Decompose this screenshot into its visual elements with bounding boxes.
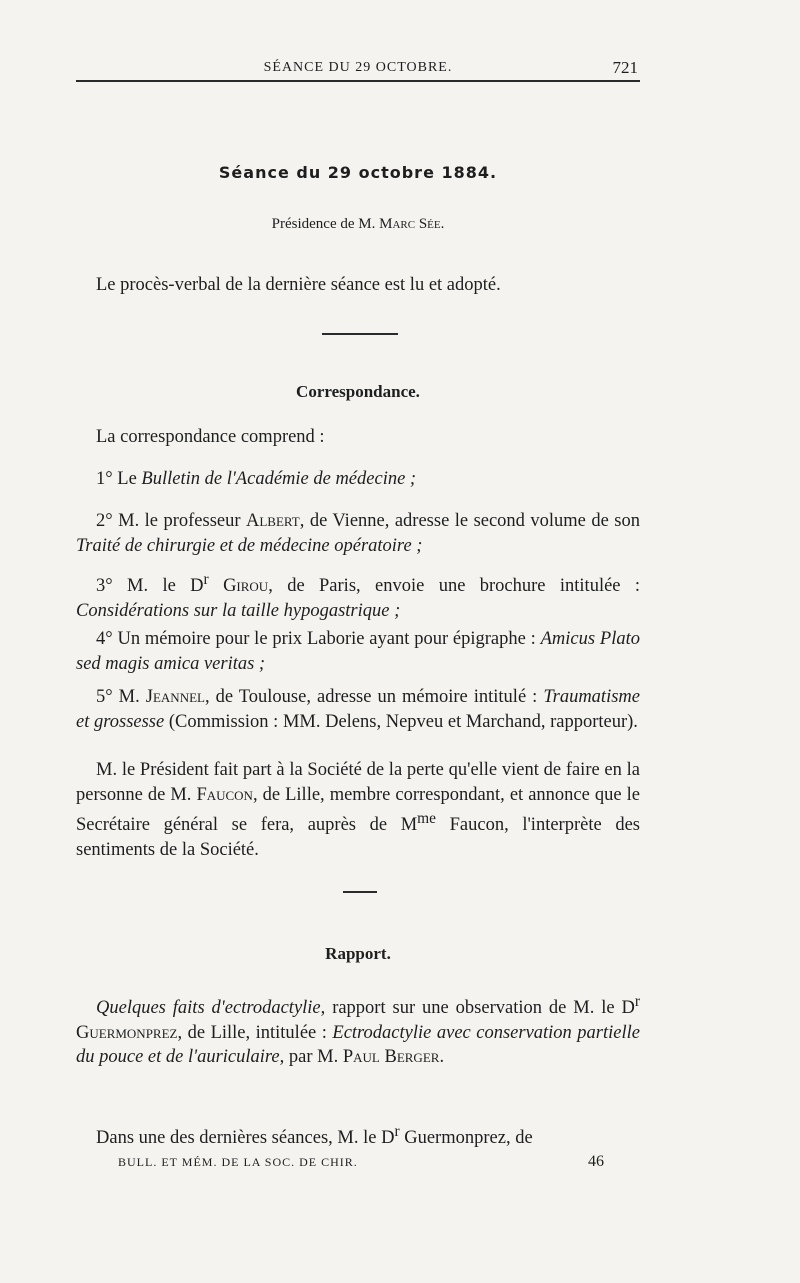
journal-title: BULL. ET MÉM. DE LA SOC. DE CHIR.: [118, 1155, 358, 1169]
correspondance-item-2: 2° M. le professeur Albert, de Vienne, adresse le second volume de son Traité de chirurgie et de médecine opératoire ;: [76, 511, 640, 556]
correspondance-intro: La correspondance comprend :: [96, 427, 325, 447]
running-header: [76, 58, 640, 82]
section-divider: [343, 891, 377, 893]
rapport-heading: Rapport.: [325, 944, 391, 963]
presidence-line: Présidence de M. Marc Sée.: [271, 216, 445, 232]
correspondance-item-3: 3° M. le $D^r$ Girou, de Paris, envoie une brochure intitulée : Considérations sur la taille hypogastrique ;: [76, 571, 641, 621]
correspondance-item-4: 4° Un mémoire pour le prix Laborie ayant pour épigraphe : Amicus Plato sed magis amica veritas ;: [76, 629, 640, 674]
correspondance-item-5: 5° M. Jeannel, de Toulouse, adresse un mémoire intitulé : Traumatisme et grossesse (Commission : MM. Delens, Nepveu et Marchand, rapporteur).: [76, 687, 640, 732]
minutes-paragraph: Le procès-verbal de la dernière séance est lu et adopté.: [96, 275, 501, 295]
correspondance-item-1: 1° Le Bulletin de l'Académie de médecine ;: [96, 469, 417, 489]
page-footer: [76, 1153, 640, 1173]
signature-mark: 46: [588, 1153, 604, 1170]
page-number: 721: [612, 58, 638, 77]
running-title: SÉANCE DU 29 OCTOBRE.: [263, 60, 453, 75]
correspondance-heading: Correspondance.: [296, 382, 420, 401]
rapport-body-paragraph: Dans une des dernières séances, M. le $D^r$ Guermonprez, de: [96, 1123, 533, 1149]
president-announcement: M. le Président fait part à la Société de la perte qu'elle vient de faire en la personne de M. Faucon, de Lille, membre correspondant, et annonce que le Secrétaire général se fera, auprès de $M^{me}$ Faucon, l'interprète des sentiments de la Société.: [76, 760, 640, 860]
rapport-title-paragraph: Quelques faits d'ectrodactylie, rapport sur une observation de M. le $D^r$ Guermonprez, de Lille, intitulée : Ectrodactylie avec conservation partielle du pouce et de l'auriculaire, par M. Paul Berger.: [76, 993, 640, 1068]
seance-title: Séance du 29 octobre 1884.: [218, 163, 498, 182]
section-divider: [322, 333, 398, 335]
president-name: Marc Sée: [379, 216, 441, 232]
